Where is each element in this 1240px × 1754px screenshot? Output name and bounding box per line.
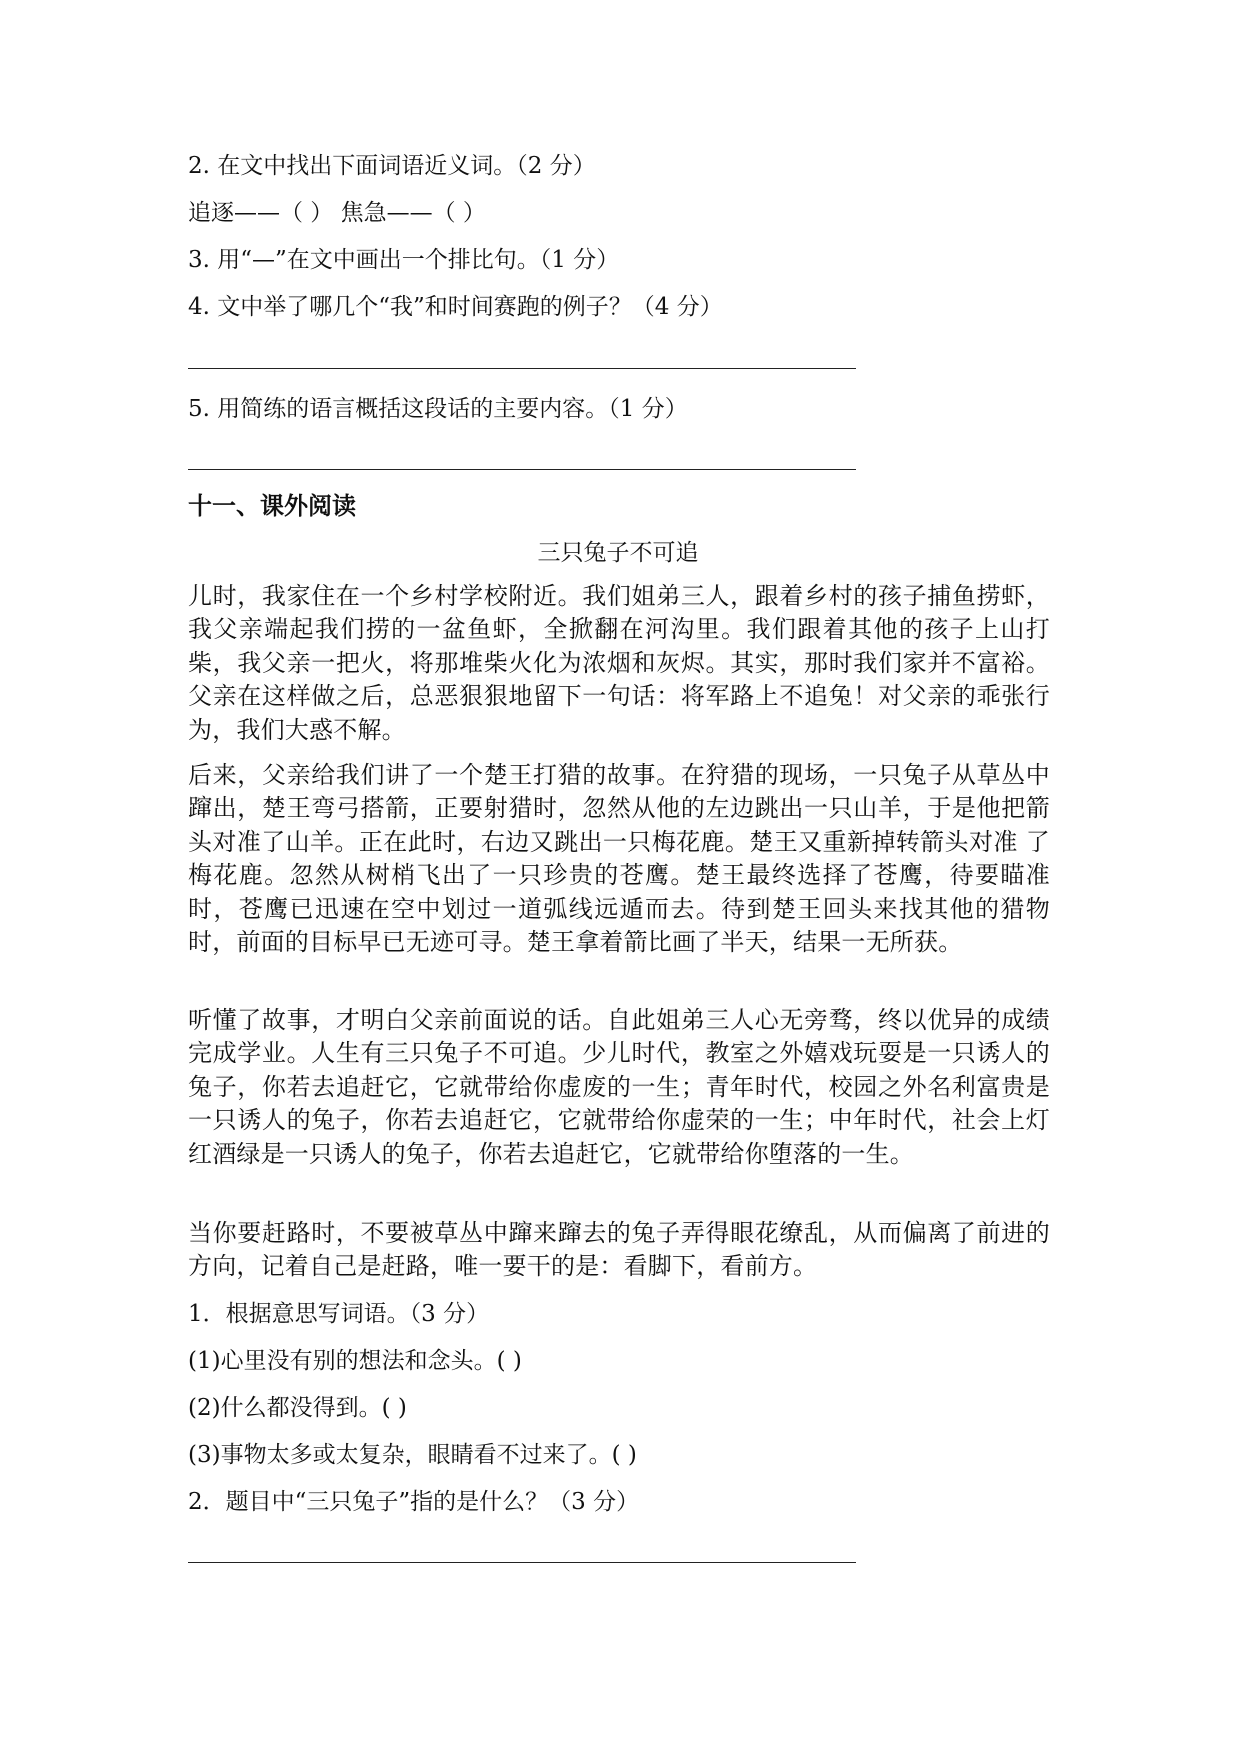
question-1-item-2: (2)什么都没得到。( ) — [188, 1395, 407, 1421]
article-paragraph-1: 儿时，我家住在一个乡村学校附近。我们姐弟三人，跟着乡村的孩子捕鱼捞虾，我父亲端起我们捞的一盆鱼虾，全掀翻在河沟里。我们跟着其他的孩子上山打柴，我父亲一把火，将那堆柴火化为浓烟和灰烬。其实，那时我们家并不富裕。父亲在这样做之后，总恶狠狠地留下一句话：将军路上不追兔！对父亲的乖张行为，我们大惑不解。 — [188, 582, 1050, 744]
answer-line-q5 — [188, 469, 856, 470]
question-4-examples: 4. 文中举了哪几个“我”和时间赛跑的例子？（4 分） — [188, 294, 723, 320]
question-1-write-words: 1．根据意思写词语。（3 分） — [188, 1301, 490, 1327]
article-paragraph-2: 后来，父亲给我们讲了一个楚王打猎的故事。在狩猎的现场，一只兔子从草丛中蹿出，楚王弯弓搭箭，正要射猎时，忽然从他的左边跳出一只山羊，于是他把箭头对准了山羊。正在此时，右边又跳出一只梅花鹿。楚王又重新掉转箭头对准 了梅花鹿。忽然从树梢飞出了一只珍贵的苍鹰。楚王最终选择了苍鹰，待要瞄准时，苍鹰已迅速在空中划过一道弧线远遁而去。待到楚王回头来找其他的猎物时，前面的目标早已无迹可寻。楚王拿着箭比画了半天，结果一无所获。 — [188, 761, 1050, 957]
question-2-three-rabbits: 2．题目中“三只兔子”指的是什么？（3 分） — [188, 1489, 640, 1515]
answer-line-three-rabbits — [188, 1562, 856, 1563]
section-heading: 十一、课外阅读 — [188, 491, 356, 520]
article-paragraph-3: 听懂了故事，才明白父亲前面说的话。自此姐弟三人心无旁骛，终以优异的成绩完成学业。人生有三只兔子不可追。少儿时代，教室之外嬉戏玩耍是一只诱人的兔子，你若去追赶它，它就带给你虚废的一生；青年时代，校园之外名利富贵是一只诱人的兔子，你若去追赶它，它就带给你虚荣的一生；中年时代，社会上灯红酒绿是一只诱人的兔子，你若去追赶它，它就带给你堕落的一生。 — [188, 1006, 1050, 1168]
article-title: 三只兔子不可追 — [537, 540, 699, 566]
question-1-item-1: (1)心里没有别的想法和念头。( ) — [188, 1348, 522, 1374]
synonym-blanks: 追逐——（ ） 焦急——（ ） — [188, 200, 486, 226]
question-1-item-3: (3)事物太多或太复杂，眼睛看不过来了。( ) — [188, 1442, 637, 1468]
article-paragraph-4: 当你要赶路时，不要被草丛中蹿来蹿去的兔子弄得眼花缭乱，从而偏离了前进的方向，记着自己是赶路，唯一要干的是：看脚下，看前方。 — [188, 1219, 1050, 1281]
question-2-synonyms: 2. 在文中找出下面词语近义词。（2 分） — [188, 153, 596, 179]
question-3-parallelism: 3. 用“—”在文中画出一个排比句。（1 分） — [188, 247, 620, 273]
question-5-summary: 5. 用简练的语言概括这段话的主要内容。（1 分） — [188, 396, 688, 422]
exam-page — [188, 0, 1048, 1754]
answer-line-q4 — [188, 368, 856, 369]
